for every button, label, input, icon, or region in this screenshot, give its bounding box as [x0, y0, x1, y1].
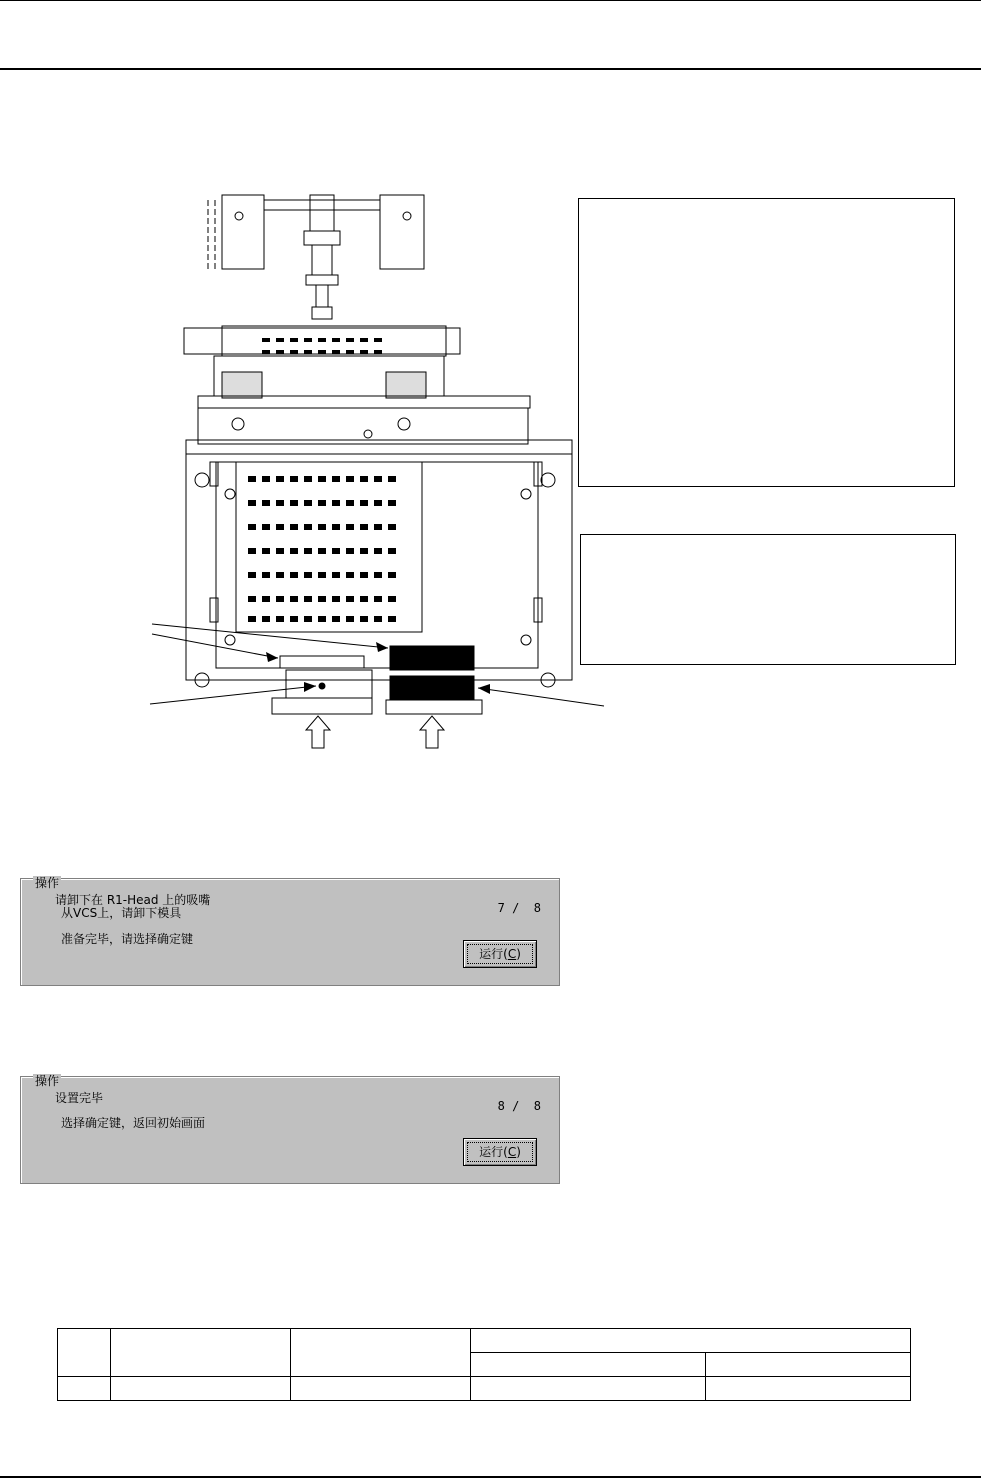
dialog-step-counter: 7 / 8: [497, 901, 541, 915]
table-cell: [58, 1329, 111, 1377]
run-button-accelerator: C: [507, 1145, 517, 1159]
table-cell: [291, 1329, 471, 1377]
table-header-row: [58, 1329, 911, 1353]
note-box-upper: [578, 198, 955, 487]
table-cell: [471, 1329, 911, 1353]
run-button-label: 运行: [479, 947, 504, 961]
dialog-instruction-line-2: 从VCS上，请卸下模具: [61, 906, 182, 920]
operation-dialog-step-7: [20, 878, 560, 986]
run-button[interactable]: 运行(C): [463, 940, 537, 968]
dialog-group-title: 操作: [35, 876, 60, 890]
run-button-label: 运行: [479, 1145, 504, 1159]
table-cell: [111, 1377, 291, 1401]
operation-dialog-step-8: [20, 1076, 560, 1184]
header-rule: [0, 68, 981, 70]
top-rule: [0, 0, 981, 1]
note-box-lower: [580, 534, 956, 665]
revision-table: [57, 1328, 911, 1401]
tool-drawing: [140, 190, 610, 750]
run-button-accelerator: C: [507, 947, 517, 961]
table-cell: [111, 1329, 291, 1377]
dialog-instruction-line-1: 请卸下在 R1-Head 上的吸嘴: [55, 893, 211, 907]
table-cell: [291, 1377, 471, 1401]
table-cell: [705, 1353, 910, 1377]
dialog-status-text: 设置完毕: [55, 1091, 104, 1105]
run-button[interactable]: 运行(C): [463, 1138, 537, 1166]
dialog-ready-text: 准备完毕，请选择确定键: [61, 932, 194, 946]
footer-rule: [0, 1476, 981, 1478]
dialog-instruction-line: 选择确定键，返回初始画面: [61, 1116, 206, 1130]
table-row: [58, 1377, 911, 1401]
table-cell: [471, 1377, 705, 1401]
table-cell: [705, 1377, 910, 1401]
table-cell: [58, 1377, 111, 1401]
dialog-step-counter: 8 / 8: [497, 1099, 541, 1113]
dialog-group-title: 操作: [35, 1074, 60, 1088]
table-cell: [471, 1353, 705, 1377]
